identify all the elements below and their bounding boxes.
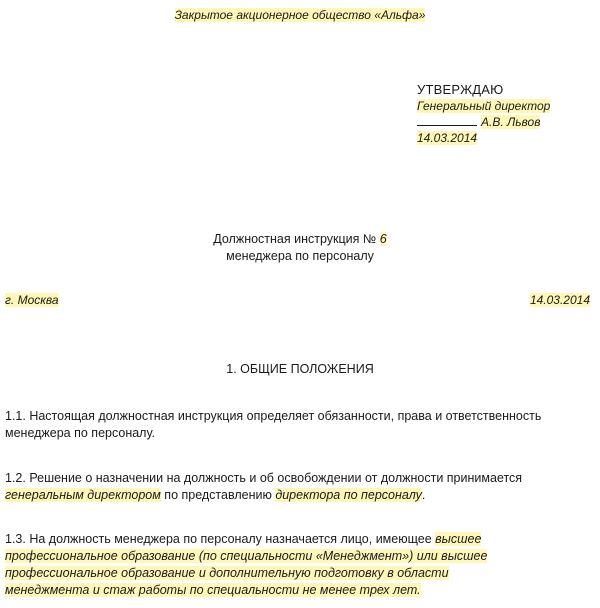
paragraph-1-1-line2: менеджера по персоналу. (5, 426, 155, 440)
document-title-line2: менеджера по персоналу (226, 249, 374, 263)
document-title (0, 231, 600, 265)
approval-date: 14.03.2014 (417, 131, 478, 145)
company-name-text: Закрытое акционерное общество «Альфа» (174, 8, 426, 22)
paragraph-1-2-highlight-b: директора по персоналу (275, 488, 422, 502)
approval-block (417, 82, 550, 146)
paragraph-1-3-highlight-a: высшее (435, 532, 482, 546)
paragraph-1-3-highlight-line4: менеджмента и стаж работы по специальности не менее трех лет. (5, 583, 421, 597)
paragraph-1-3-line4 (5, 582, 585, 599)
company-name (0, 8, 600, 22)
paragraph-1-3-line2 (5, 548, 585, 565)
signature-line (417, 115, 477, 126)
paragraph-1-2-line1: 1.2. Решение о назначении на должность и об освобождении от должности принимается (5, 471, 523, 485)
paragraph-1-3-highlight-line3: профессиональное образование и дополнительную подготовку в области (5, 566, 449, 580)
paragraph-1-3-line1 (5, 531, 585, 548)
document-city-text: г. Москва (5, 293, 59, 307)
paragraph-1-1 (5, 408, 585, 442)
document-city (5, 293, 59, 307)
paragraph-1-3-highlight-line2: профессиональное образование (по специальности «Менеджмент») или высшее (5, 549, 488, 563)
approval-position: Генеральный директор (417, 99, 551, 113)
approval-signature-row (417, 114, 550, 130)
paragraph-1-2-line2 (5, 487, 585, 504)
document-title-line1 (0, 231, 600, 248)
paragraph-1-2-end: . (421, 488, 426, 502)
section-heading: 1. ОБЩИЕ ПОЛОЖЕНИЯ (226, 362, 374, 376)
approval-heading: УТВЕРЖДАЮ (417, 82, 504, 97)
paragraph-1-3 (5, 531, 585, 599)
paragraph-1-2-text-b: по представлению (160, 488, 276, 502)
document-date (530, 293, 590, 307)
paragraph-1-3-line3 (5, 565, 585, 582)
paragraph-1-3-text-a: 1.3. На должность менеджера по персоналу назначается лицо, имеющее (5, 532, 436, 546)
document-number: 6 (379, 232, 387, 246)
paragraph-1-2-highlight-a: генеральным директором (5, 488, 161, 502)
paragraph-1-2 (5, 470, 585, 504)
approval-signatory: А.В. Львов (481, 115, 541, 129)
document-title-prefix: Должностная инструкция № (213, 232, 377, 246)
document-date-text: 14.03.2014 (529, 293, 590, 307)
paragraph-1-1-line1: 1.1. Настоящая должностная инструкция определяет обязанности, права и ответственность (5, 409, 542, 423)
